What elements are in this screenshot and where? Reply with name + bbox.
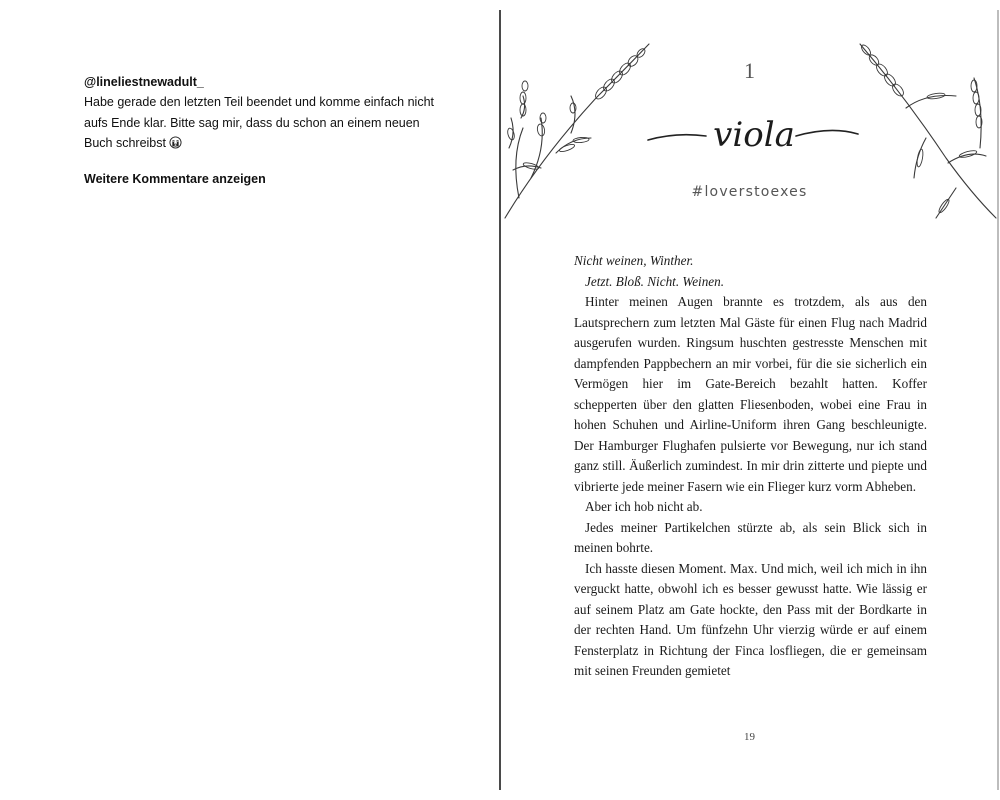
right-page <box>501 0 998 800</box>
chapter-title <box>646 110 861 160</box>
lavender-branch-right-icon <box>856 38 998 223</box>
comment-body: Habe gerade den letzten Teil beendet und komme einfach nicht aufs Ende klar. Bitte sag mir, dass du schon an einem neuen Buch schreibst <box>84 95 435 150</box>
body-paragraph: Jetzt. Bloß. Nicht. Weinen. <box>585 273 725 289</box>
chapter-hashtag: #loverstoexes <box>691 184 808 200</box>
body-paragraph: Jedes meiner Partikelchen stürzte ab, als sein Blick sich in meinen bohrte. <box>574 519 927 555</box>
page-number: 19 <box>744 731 755 743</box>
body-paragraph: Aber ich hob nicht ab. <box>585 499 703 514</box>
chapter-body-text <box>574 251 927 682</box>
comment-username: @lineliestnewadult_ <box>84 75 204 89</box>
body-paragraph: Nicht weinen, Winther. <box>574 253 694 268</box>
chapter-title-text: viola <box>713 115 795 155</box>
page-edge <box>997 10 999 790</box>
comment-text <box>84 92 444 154</box>
reader-comment <box>84 72 444 154</box>
more-comments-link[interactable]: Weitere Kommentare anzeigen <box>84 172 266 186</box>
crying-face-icon <box>169 136 182 149</box>
chapter-number: 1 <box>744 58 755 83</box>
body-paragraph: Ich hasste diesen Moment. Max. Und mich, weil ich mich in ihn verguckt hatte, obwohl ich es besser gewusst hatte. Wie lässig er auf seinem Platz am Gate hockte, den Pass mit der Bordkarte in der rechten Hand. Um fünfzehn Uhr vierzig würde er auf einem Fensterplatz in Richtung der Finca losfliegen, die er gemeinsam mit seinen Freunden gemietet <box>574 560 927 678</box>
body-paragraph: Hinter meinen Augen brannte es trotzdem, als aus den Lautsprechern zum letzten Mal Gäste für einen Flug nach Madrid ausgerufen wurden. Ringsum huschten gestresste Menschen mit dampfenden Pappbechern an mir vorbei, für die sie sicherlich ein Vermögen hier im Gate-Bereich bezahlt hatten. Koffer schepperten über den glatten Fliesenboden, wobei eine Frau in hohen Schuhen und Airline-Uniform ihren Gang beschleunigte. Der Hamburger Flughafen pulsierte vor Bewegung, nur ich stand ganz still. Äußerlich zumindest. In mir drin zitterte und piepte und vibrierte jede meiner Fasern wie ein Flieger kurz vorm Abheben. <box>574 294 927 494</box>
